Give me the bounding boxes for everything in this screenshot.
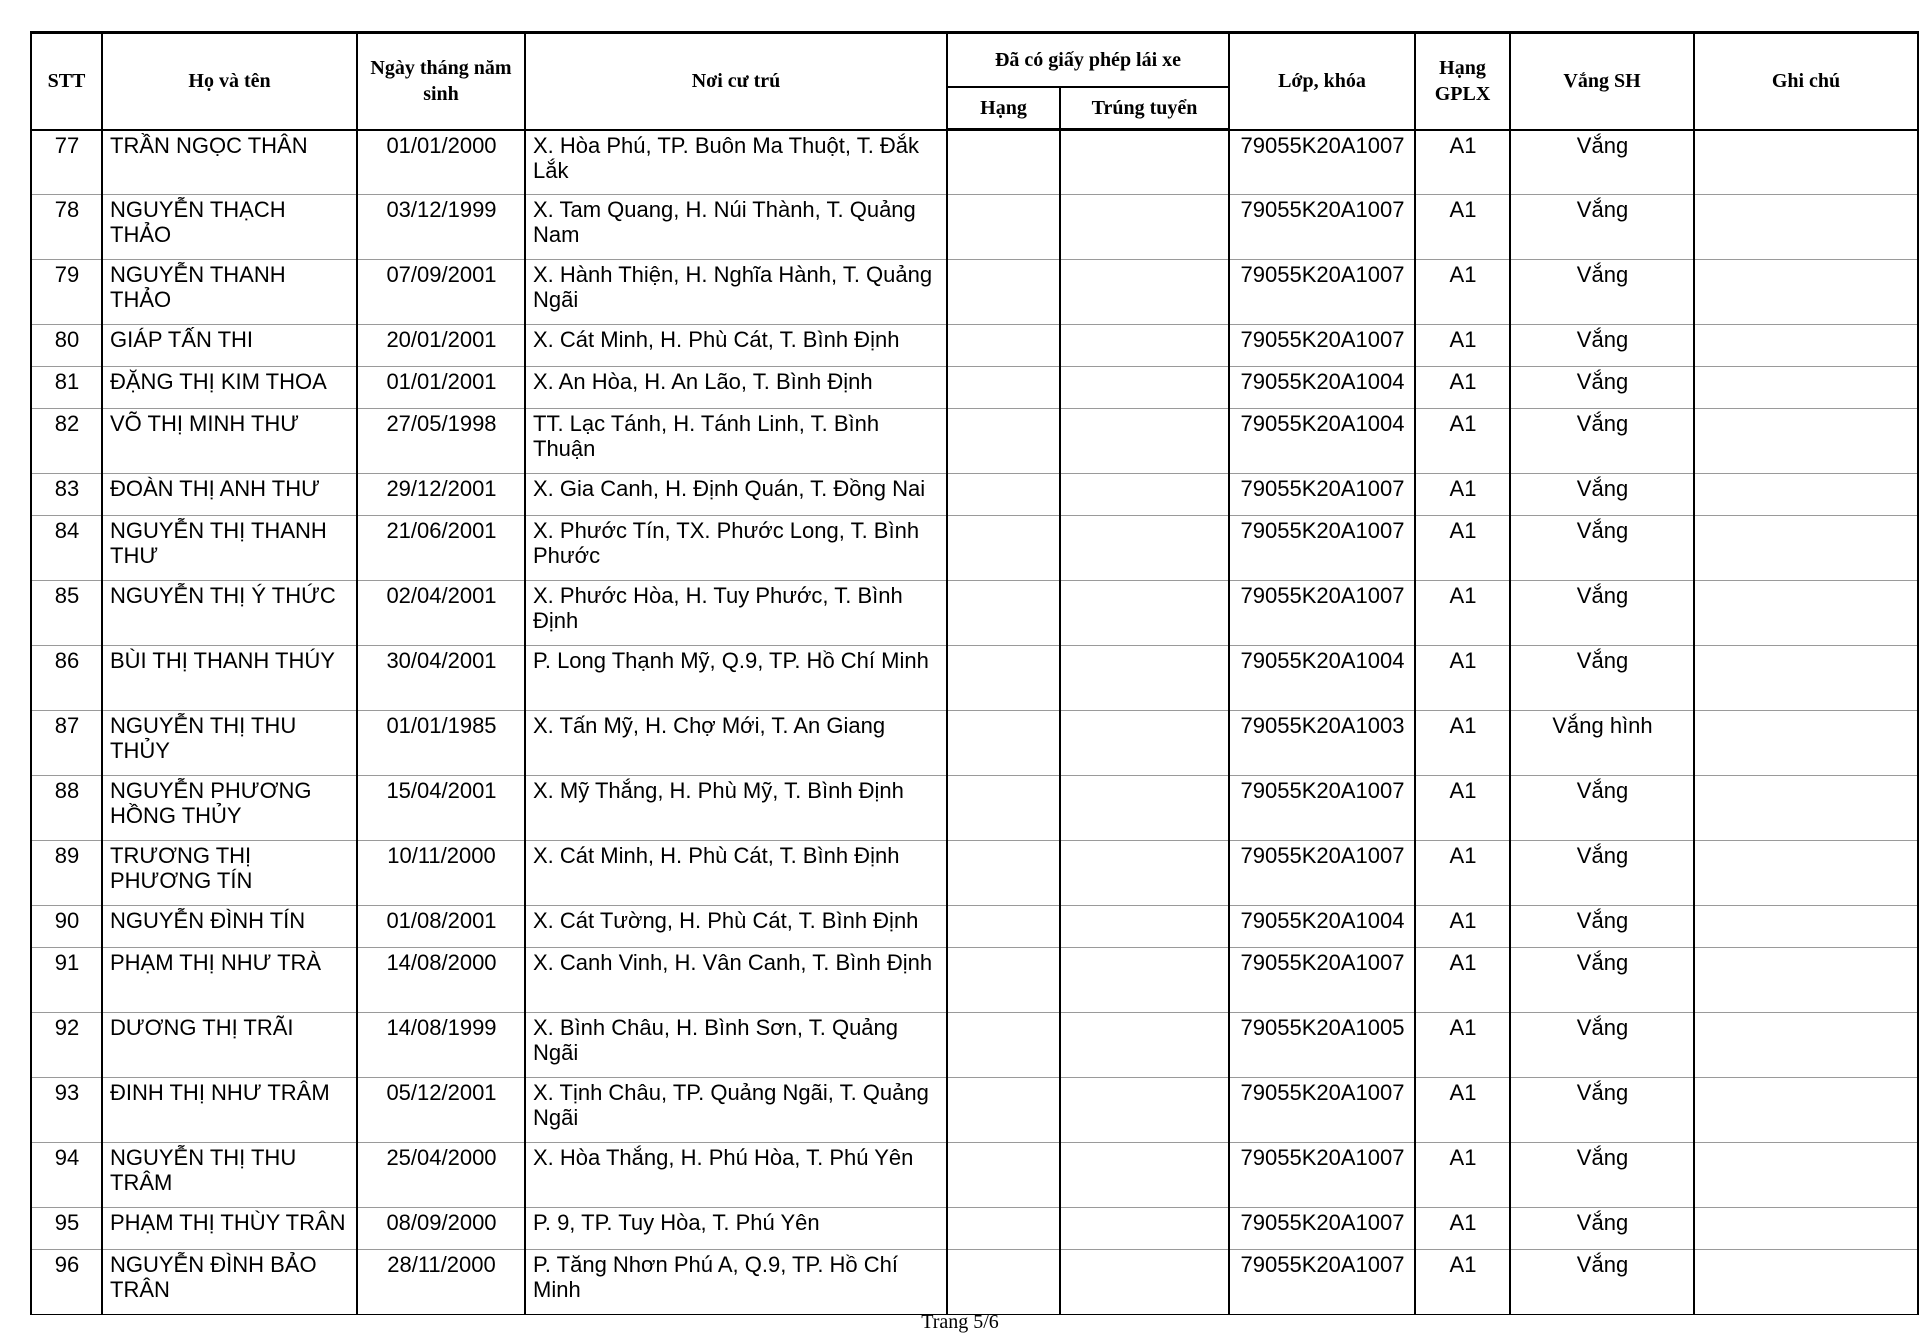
cell-name: NGUYỄN THỊ THU THỦY — [102, 711, 357, 776]
cell-stt: 78 — [31, 195, 102, 260]
cell-stt: 83 — [31, 474, 102, 516]
cell-address: P. Tăng Nhơn Phú A, Q.9, TP. Hồ Chí Minh — [525, 1250, 947, 1315]
cell-stt: 85 — [31, 581, 102, 646]
cell-stt: 92 — [31, 1013, 102, 1078]
cell-stt: 87 — [31, 711, 102, 776]
cell-name: DƯƠNG THỊ TRÃI — [102, 1013, 357, 1078]
table-header — [31, 33, 1918, 130]
cell-license-class — [947, 260, 1060, 325]
cell-absence: Vắng — [1510, 325, 1694, 367]
cell-name: VÕ THỊ MINH THƯ — [102, 409, 357, 474]
cell-address: X. Tịnh Châu, TP. Quảng Ngãi, T. Quảng Ngãi — [525, 1078, 947, 1143]
cell-absence: Vắng — [1510, 260, 1694, 325]
cell-license-class — [947, 581, 1060, 646]
cell-dob: 25/04/2000 — [357, 1143, 525, 1208]
cell-license-class — [947, 906, 1060, 948]
cell-dob: 02/04/2001 — [357, 581, 525, 646]
cell-license-passed — [1060, 516, 1229, 581]
page-number: Trang 5/6 — [921, 1311, 999, 1333]
header-license-passed: Trúng tuyển — [1060, 87, 1229, 130]
cell-note — [1694, 1250, 1918, 1315]
cell-gplx: A1 — [1415, 841, 1510, 906]
table-row — [31, 516, 1918, 581]
cell-class-course: 79055K20A1004 — [1229, 906, 1415, 948]
cell-address: X. Tấn Mỹ, H. Chợ Mới, T. An Giang — [525, 711, 947, 776]
cell-dob: 08/09/2000 — [357, 1208, 525, 1250]
cell-license-class — [947, 474, 1060, 516]
cell-address: X. Phước Tín, TX. Phước Long, T. Bình Phước — [525, 516, 947, 581]
cell-name: TRƯƠNG THỊ PHƯƠNG TÍN — [102, 841, 357, 906]
header-dob: Ngày tháng năm sinh — [357, 33, 525, 130]
cell-license-class — [947, 130, 1060, 195]
cell-absence: Vắng hình — [1510, 711, 1694, 776]
cell-gplx: A1 — [1415, 906, 1510, 948]
cell-license-class — [947, 841, 1060, 906]
cell-absence: Vắng — [1510, 516, 1694, 581]
cell-class-course: 79055K20A1007 — [1229, 516, 1415, 581]
cell-dob: 14/08/2000 — [357, 948, 525, 1013]
cell-license-class — [947, 195, 1060, 260]
header-note: Ghi chú — [1694, 33, 1918, 130]
cell-license-class — [947, 776, 1060, 841]
cell-license-passed — [1060, 325, 1229, 367]
cell-class-course: 79055K20A1007 — [1229, 841, 1415, 906]
header-name: Họ và tên — [102, 33, 357, 130]
cell-license-passed — [1060, 1250, 1229, 1315]
cell-name: NGUYỄN ĐÌNH TÍN — [102, 906, 357, 948]
table-row — [31, 195, 1918, 260]
cell-gplx: A1 — [1415, 325, 1510, 367]
cell-license-passed — [1060, 906, 1229, 948]
cell-class-course: 79055K20A1007 — [1229, 474, 1415, 516]
cell-class-course: 79055K20A1005 — [1229, 1013, 1415, 1078]
cell-gplx: A1 — [1415, 581, 1510, 646]
table-row — [31, 1013, 1918, 1078]
cell-gplx: A1 — [1415, 409, 1510, 474]
table-row — [31, 776, 1918, 841]
cell-absence: Vắng — [1510, 474, 1694, 516]
cell-license-passed — [1060, 1078, 1229, 1143]
cell-dob: 01/01/1985 — [357, 711, 525, 776]
cell-stt: 79 — [31, 260, 102, 325]
header-address: Nơi cư trú — [525, 33, 947, 130]
cell-dob: 01/08/2001 — [357, 906, 525, 948]
table-row — [31, 948, 1918, 1013]
cell-license-passed — [1060, 130, 1229, 195]
cell-note — [1694, 325, 1918, 367]
cell-license-passed — [1060, 1013, 1229, 1078]
cell-gplx: A1 — [1415, 776, 1510, 841]
cell-note — [1694, 409, 1918, 474]
cell-stt: 86 — [31, 646, 102, 711]
cell-name: NGUYỄN THANH THẢO — [102, 260, 357, 325]
cell-stt: 96 — [31, 1250, 102, 1315]
cell-class-course: 79055K20A1007 — [1229, 948, 1415, 1013]
cell-class-course: 79055K20A1004 — [1229, 646, 1415, 711]
cell-license-class — [947, 367, 1060, 409]
cell-license-class — [947, 409, 1060, 474]
cell-stt: 90 — [31, 906, 102, 948]
cell-gplx: A1 — [1415, 948, 1510, 1013]
table-row — [31, 367, 1918, 409]
header-license-class: Hạng — [947, 87, 1060, 130]
table-row — [31, 130, 1918, 195]
cell-name: NGUYỄN PHƯƠNG HỒNG THỦY — [102, 776, 357, 841]
cell-note — [1694, 581, 1918, 646]
cell-address: X. Cát Tường, H. Phù Cát, T. Bình Định — [525, 906, 947, 948]
cell-class-course: 79055K20A1007 — [1229, 1143, 1415, 1208]
cell-dob: 28/11/2000 — [357, 1250, 525, 1315]
cell-gplx: A1 — [1415, 367, 1510, 409]
cell-license-passed — [1060, 841, 1229, 906]
cell-license-passed — [1060, 1143, 1229, 1208]
cell-license-class — [947, 711, 1060, 776]
header-absence: Vắng SH — [1510, 33, 1694, 130]
cell-license-class — [947, 516, 1060, 581]
cell-gplx: A1 — [1415, 195, 1510, 260]
cell-name: GIÁP TẤN THI — [102, 325, 357, 367]
cell-dob: 01/01/2001 — [357, 367, 525, 409]
cell-class-course: 79055K20A1007 — [1229, 581, 1415, 646]
cell-stt: 77 — [31, 130, 102, 195]
cell-note — [1694, 130, 1918, 195]
cell-absence: Vắng — [1510, 841, 1694, 906]
table-row — [31, 260, 1918, 325]
cell-license-passed — [1060, 195, 1229, 260]
cell-stt: 89 — [31, 841, 102, 906]
cell-license-passed — [1060, 581, 1229, 646]
cell-absence: Vắng — [1510, 906, 1694, 948]
cell-address: X. Bình Châu, H. Bình Sơn, T. Quảng Ngãi — [525, 1013, 947, 1078]
cell-absence: Vắng — [1510, 1208, 1694, 1250]
cell-name: ĐOÀN THỊ ANH THƯ — [102, 474, 357, 516]
cell-dob: 29/12/2001 — [357, 474, 525, 516]
cell-class-course: 79055K20A1007 — [1229, 776, 1415, 841]
cell-license-passed — [1060, 646, 1229, 711]
cell-absence: Vắng — [1510, 581, 1694, 646]
student-list-table — [30, 31, 1919, 1315]
cell-address: X. Cát Minh, H. Phù Cát, T. Bình Định — [525, 841, 947, 906]
cell-class-course: 79055K20A1007 — [1229, 195, 1415, 260]
header-class-course: Lớp, khóa — [1229, 33, 1415, 130]
cell-absence: Vắng — [1510, 1013, 1694, 1078]
cell-address: X. Gia Canh, H. Định Quán, T. Đồng Nai — [525, 474, 947, 516]
cell-license-passed — [1060, 711, 1229, 776]
cell-address: X. Mỹ Thắng, H. Phù Mỹ, T. Bình Định — [525, 776, 947, 841]
table-row — [31, 1078, 1918, 1143]
cell-absence: Vắng — [1510, 646, 1694, 711]
cell-name: TRẦN NGỌC THÂN — [102, 130, 357, 195]
cell-note — [1694, 776, 1918, 841]
table-row — [31, 841, 1918, 906]
cell-class-course: 79055K20A1007 — [1229, 260, 1415, 325]
cell-name: NGUYỄN THẠCH THẢO — [102, 195, 357, 260]
cell-address: TT. Lạc Tánh, H. Tánh Linh, T. Bình Thuận — [525, 409, 947, 474]
cell-address: X. Hòa Phú, TP. Buôn Ma Thuột, T. Đắk Lắk — [525, 130, 947, 195]
cell-name: NGUYỄN THỊ THANH THƯ — [102, 516, 357, 581]
cell-license-passed — [1060, 1208, 1229, 1250]
cell-license-passed — [1060, 776, 1229, 841]
cell-gplx: A1 — [1415, 474, 1510, 516]
table-row — [31, 1143, 1918, 1208]
cell-dob: 21/06/2001 — [357, 516, 525, 581]
cell-dob: 27/05/1998 — [357, 409, 525, 474]
cell-name: ĐINH THỊ NHƯ TRÂM — [102, 1078, 357, 1143]
cell-address: X. Phước Hòa, H. Tuy Phước, T. Bình Định — [525, 581, 947, 646]
cell-class-course: 79055K20A1007 — [1229, 1208, 1415, 1250]
cell-gplx: A1 — [1415, 1250, 1510, 1315]
cell-absence: Vắng — [1510, 130, 1694, 195]
cell-gplx: A1 — [1415, 646, 1510, 711]
table-row — [31, 906, 1918, 948]
table-row — [31, 325, 1918, 367]
header-license-group: Đã có giấy phép lái xe — [947, 33, 1229, 88]
cell-license-class — [947, 1250, 1060, 1315]
cell-name: PHẠM THỊ THÙY TRÂN — [102, 1208, 357, 1250]
cell-gplx: A1 — [1415, 130, 1510, 195]
cell-note — [1694, 948, 1918, 1013]
cell-address: P. Long Thạnh Mỹ, Q.9, TP. Hồ Chí Minh — [525, 646, 947, 711]
cell-name: BÙI THỊ THANH THÚY — [102, 646, 357, 711]
cell-name: NGUYỄN ĐÌNH BẢO TRÂN — [102, 1250, 357, 1315]
cell-note — [1694, 711, 1918, 776]
cell-license-class — [947, 1078, 1060, 1143]
table-body — [31, 130, 1918, 1315]
cell-note — [1694, 195, 1918, 260]
table-row — [31, 581, 1918, 646]
cell-note — [1694, 1208, 1918, 1250]
cell-license-class — [947, 1208, 1060, 1250]
cell-license-passed — [1060, 474, 1229, 516]
cell-license-class — [947, 1013, 1060, 1078]
cell-note — [1694, 906, 1918, 948]
cell-stt: 95 — [31, 1208, 102, 1250]
cell-note — [1694, 841, 1918, 906]
cell-gplx: A1 — [1415, 1078, 1510, 1143]
cell-address: X. Cát Minh, H. Phù Cát, T. Bình Định — [525, 325, 947, 367]
cell-note — [1694, 474, 1918, 516]
cell-dob: 07/09/2001 — [357, 260, 525, 325]
cell-stt: 88 — [31, 776, 102, 841]
cell-dob: 10/11/2000 — [357, 841, 525, 906]
cell-dob: 01/01/2000 — [357, 130, 525, 195]
cell-class-course: 79055K20A1004 — [1229, 409, 1415, 474]
cell-absence: Vắng — [1510, 948, 1694, 1013]
table-row — [31, 409, 1918, 474]
cell-address: X. Hòa Thắng, H. Phú Hòa, T. Phú Yên — [525, 1143, 947, 1208]
cell-stt: 91 — [31, 948, 102, 1013]
cell-class-course: 79055K20A1007 — [1229, 1250, 1415, 1315]
cell-gplx: A1 — [1415, 516, 1510, 581]
cell-name: PHẠM THỊ NHƯ TRÀ — [102, 948, 357, 1013]
cell-absence: Vắng — [1510, 776, 1694, 841]
cell-license-class — [947, 1143, 1060, 1208]
cell-note — [1694, 1078, 1918, 1143]
header-row — [31, 33, 1918, 88]
cell-dob: 14/08/1999 — [357, 1013, 525, 1078]
cell-license-class — [947, 325, 1060, 367]
cell-gplx: A1 — [1415, 1143, 1510, 1208]
cell-class-course: 79055K20A1007 — [1229, 130, 1415, 195]
cell-license-class — [947, 948, 1060, 1013]
cell-dob: 03/12/1999 — [357, 195, 525, 260]
cell-name: NGUYỄN THỊ THU TRÂM — [102, 1143, 357, 1208]
table-row — [31, 1208, 1918, 1250]
cell-stt: 94 — [31, 1143, 102, 1208]
cell-gplx: A1 — [1415, 711, 1510, 776]
cell-note — [1694, 646, 1918, 711]
table-row — [31, 474, 1918, 516]
cell-note — [1694, 516, 1918, 581]
cell-absence: Vắng — [1510, 195, 1694, 260]
cell-absence: Vắng — [1510, 1250, 1694, 1315]
cell-name: NGUYỄN THỊ Ý THỨC — [102, 581, 357, 646]
cell-note — [1694, 367, 1918, 409]
cell-dob: 20/01/2001 — [357, 325, 525, 367]
cell-note — [1694, 1143, 1918, 1208]
cell-stt: 80 — [31, 325, 102, 367]
header-stt: STT — [31, 33, 102, 130]
cell-license-passed — [1060, 409, 1229, 474]
cell-note — [1694, 260, 1918, 325]
cell-gplx: A1 — [1415, 260, 1510, 325]
cell-dob: 15/04/2001 — [357, 776, 525, 841]
cell-absence: Vắng — [1510, 409, 1694, 474]
cell-class-course: 79055K20A1004 — [1229, 367, 1415, 409]
cell-dob: 30/04/2001 — [357, 646, 525, 711]
table-row — [31, 711, 1918, 776]
cell-address: X. An Hòa, H. An Lão, T. Bình Định — [525, 367, 947, 409]
cell-license-passed — [1060, 367, 1229, 409]
cell-note — [1694, 1013, 1918, 1078]
cell-class-course: 79055K20A1003 — [1229, 711, 1415, 776]
cell-absence: Vắng — [1510, 1143, 1694, 1208]
cell-dob: 05/12/2001 — [357, 1078, 525, 1143]
cell-class-course: 79055K20A1007 — [1229, 325, 1415, 367]
header-gplx-class: Hạng GPLX — [1415, 33, 1510, 130]
cell-name: ĐẶNG THỊ KIM THOA — [102, 367, 357, 409]
cell-stt: 82 — [31, 409, 102, 474]
cell-absence: Vắng — [1510, 367, 1694, 409]
cell-license-passed — [1060, 260, 1229, 325]
cell-class-course: 79055K20A1007 — [1229, 1078, 1415, 1143]
cell-gplx: A1 — [1415, 1208, 1510, 1250]
cell-absence: Vắng — [1510, 1078, 1694, 1143]
cell-address: X. Tam Quang, H. Núi Thành, T. Quảng Nam — [525, 195, 947, 260]
table-row — [31, 1250, 1918, 1315]
cell-address: X. Hành Thiện, H. Nghĩa Hành, T. Quảng Ngãi — [525, 260, 947, 325]
cell-address: X. Canh Vinh, H. Vân Canh, T. Bình Định — [525, 948, 947, 1013]
cell-license-class — [947, 646, 1060, 711]
cell-stt: 84 — [31, 516, 102, 581]
cell-address: P. 9, TP. Tuy Hòa, T. Phú Yên — [525, 1208, 947, 1250]
cell-license-passed — [1060, 948, 1229, 1013]
table-row — [31, 646, 1918, 711]
cell-stt: 93 — [31, 1078, 102, 1143]
cell-stt: 81 — [31, 367, 102, 409]
cell-gplx: A1 — [1415, 1013, 1510, 1078]
